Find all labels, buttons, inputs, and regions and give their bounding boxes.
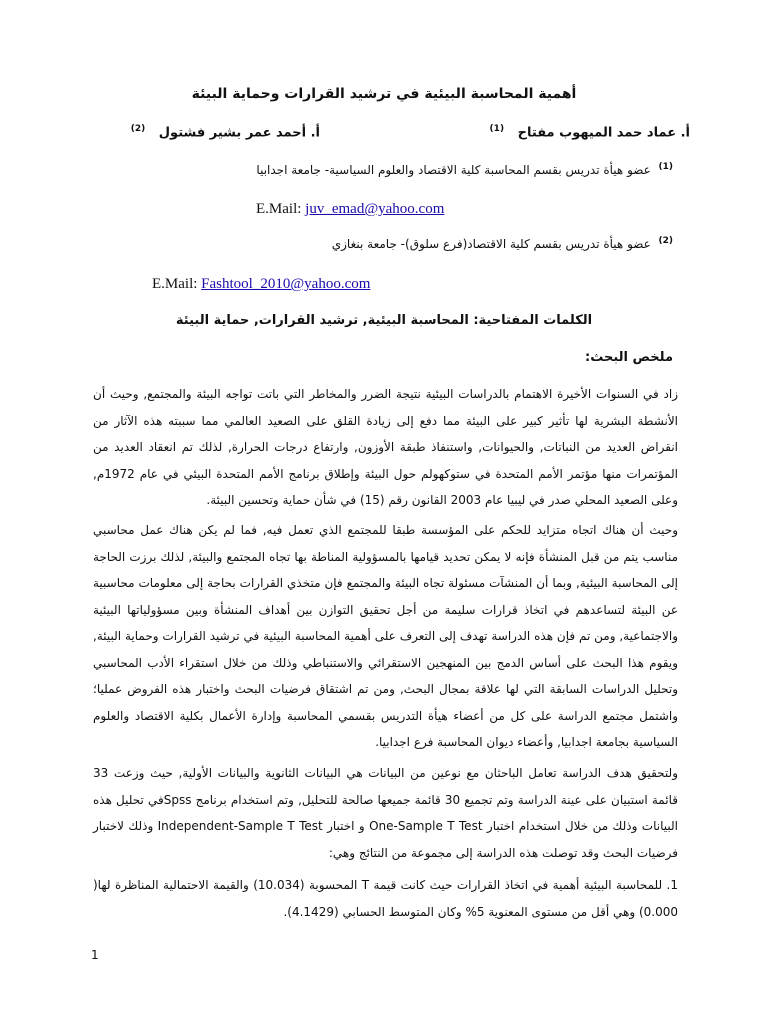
author-2-ref: (2): [130, 124, 146, 134]
email-line-2: [152, 276, 370, 293]
email-line-1: [256, 201, 444, 218]
keywords-line: الكلمات المفتاحية: المحاسبة البيئية, ترشيد القرارات, حماية البيئة: [175, 313, 593, 328]
affiliation-1-text: عضو هيأة تدريس بقسم المحاسبة كلية الاقتصاد والعلوم السياسية- جامعة اجدابيا: [256, 163, 651, 177]
author-1-name: أ. عماد حمد الميهوب مفتاح: [517, 125, 690, 141]
affiliation-1: [256, 162, 673, 177]
affiliation-1-ref: (1): [658, 162, 673, 172]
author-1: [490, 124, 690, 140]
result-item-1: 1. للمحاسبة البيئية أهمية في اتخاذ القرارات حيث كانت قيمة T المحسوبة (10.034) والقيمة الاحتمالية المناظرة لها( 0.000) وهي أقل من مستوى المعنوية 5% وكان المتوسط الحسابي (4.1429).: [93, 878, 679, 919]
affiliation-2-text: عضو هيأة تدريس بقسم كلية الاقتصاد(فرع سلوق)- جامعة بنغازي: [331, 237, 651, 251]
authors-line: [120, 124, 690, 144]
page-number: 1: [91, 948, 99, 962]
affiliation-2: [332, 236, 673, 251]
abstract-paragraph-2: وحيث أن هناك اتجاه متزايد للحكم على المؤسسة طبقا للمجتمع الذي تعمل فيه, فما لم يكن هناك عمل محاسبي مناسب يتم من قبل المنشأة فإنه لا يمكن تحديد قيامها بالمسؤولية المناطة بها تجاه المجتمع والبيئة, لذلك برزت الحاجة إلى المحاسبة البيئية, وبما أن المنشآت مسئولة تجاه البيئة والمجتمع فإن متخذي القرارات بحاجة إلى معلومات محاسبية عن البيئة لتساعدهم في اتخاذ قرارات سليمة من أجل تحقيق التوازن بين أهداف المنشأة وبين مسؤولياتها البيئية والاجتماعية, ومن تم فإن هذه الدراسة تهدف إلى التعرف على أهمية المحاسبة البيئية في ترشيد القرارات وحماية البيئة, ويقوم هذا البحث على أساس الدمج بين المنهجين الاستقرائي والاستنباطي وذلك من خلال استقراء الأدب المحاسبي وتحليل الدراسات السابقة التي لها علاقة بمجال البحث, ومن تم اشتقاق فرضيات البحث واختبار هذه الفروض عمليا؛ واشتمل مجتمع الدراسة على كل من أعضاء هيأة التدريس بقسمي المحاسبة وإدارة الأعمال بكلية الاقتصاد والعلوم السياسية بجامعة اجدابيا, وأعضاء ديوان المحاسبة فرع اجدابيا.: [93, 523, 678, 749]
email-label-2: E.Mail:: [152, 276, 198, 292]
email-link-2[interactable]: Fashtool_2010@yahoo.com: [201, 276, 371, 292]
paper-title: أهمية المحاسبة البيئية في ترشيد القرارات وحماية البيئة: [191, 86, 577, 102]
author-1-ref: (1): [489, 124, 505, 134]
email-link-1[interactable]: juv_emad@yahoo.com: [305, 201, 445, 217]
author-2: [131, 124, 320, 140]
abstract-paragraph-1: زاد في السنوات الأخيرة الاهتمام بالدراسات البيئية نتيجة الضرر والمخاطر التي باتت تواجه البيئة والمجتمع, وحيث أن الأنشطة البشرية لها تأثير كبير على البيئة مما دفع إلى زيادة القلق على الصعيد العالمي مما سببته هذه الآثار من انقراض العديد من النباتات, والحيوانات, واستنفاذ طبقة الأوزون, وارتفاع درجات الحرارة, لذلك تم انعقاد العديد من المؤتمرات منها مؤتمر الأمم المتحدة في ستوكهولم حول البيئة وإطلاق برنامج الأمم المتحدة البيئي في عام 1972م, وعلى الصعيد المحلي صدر في ليبيا عام 2003 القانون رقم (15) في شأن حماية وتحسين البيئة.: [93, 387, 678, 507]
email-label-1: E.Mail:: [256, 201, 302, 217]
abstract-paragraph-3: ولتحقيق هدف الدراسة تعامل الباحثان مع نوعين من البيانات هي البيانات الثانوية والبيانات الأولية, حيث وزعت 33 قائمة استبيان على عينة الدراسة وتم تجميع 30 قائمة جميعها صالحة للتحليل, وتم استخدام برنامج Spssفي تحليل هذه البيانات وذلك من خلال استخدام اختبار One-Sample T Test و اختبار Independent-Sample T Test وذلك لاختبار فرضيات البحث وقد توصلت هذه الدراسة إلى مجموعة من النتائج وهي:: [93, 766, 678, 860]
affiliation-2-ref: (2): [658, 236, 673, 246]
abstract-heading: ملخص البحث:: [585, 350, 673, 365]
author-2-name: أ. أحمد عمر بشير فشتول: [158, 125, 320, 141]
